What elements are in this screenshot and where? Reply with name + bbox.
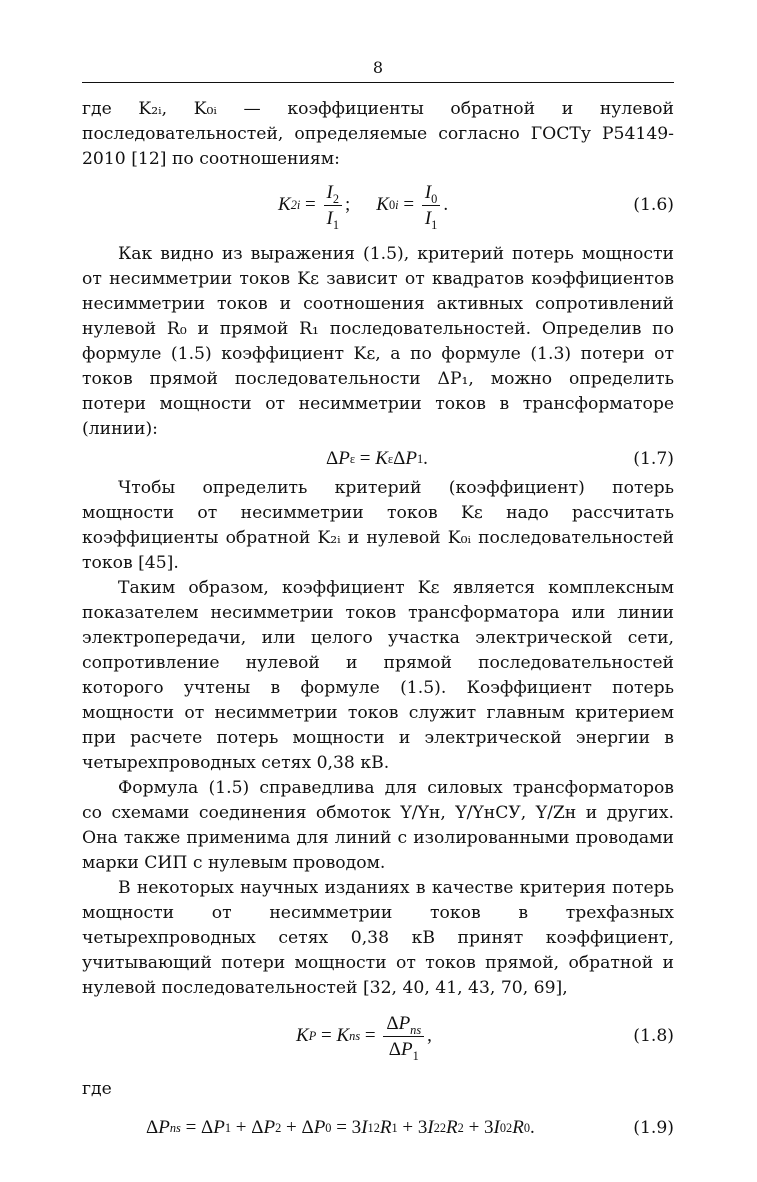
paragraph-4: Таким образом, коэффициент Kε является комплексным показателем несимметрии токов трансформатора или линии электропередачи, или целого участка электрической сети, сопротивление нулевой и прямой последовательностей которого учтены в формуле (1.5). Коэффициент потерь мощности от несимметрии токов служит главным критерием при расчете потерь мощности и электрической энергии в четырехпроводных сетях 0,38 кВ. [82, 578, 674, 773]
equation-1-8: K P = K ns = $\frac{\Delta P_{ns}}{\Delta P_1}$ , (1.8) [82, 1005, 674, 1067]
paragraph-7: где [82, 1079, 112, 1099]
paragraph-5: Формула (1.5) справедлива для силовых трансформаторов со схемами соединения обмоток Y/Yн, Y/YнСУ, Y/Zн и других. Она также применима для линий с изолированными проводами марки СИП с нулевым проводом. [82, 778, 674, 873]
equation-1-6: K 2i = $\frac{I_2}{I_1}$ ; K 0i = $\frac{I_0}{I_1}$ . (1.6) [82, 174, 674, 236]
header-rule [82, 82, 674, 83]
page-number: 8 [372, 58, 384, 77]
paragraph-1: где K₂ᵢ, K₀ᵢ — коэффициенты обратной и нулевой последовательностей, определяемые согласно ГОСТу Р54149-2010 [12] по соотношениям: [82, 99, 674, 169]
paragraph-6: В некоторых научных изданиях в качестве критерия потерь мощности от несимметрии токов в трехфазных четырехпроводных сетях 0,38 кВ принят коэффициент, учитывающий потери мощности от токов прямой, обратной и нулевой последовательностей [32, 40, 41, 43, 70, 69], [82, 878, 674, 998]
equation-1-9: Δ P ns = Δ P 1 + Δ P 2 + Δ P 0 = 3 I 1 2 R 1 + 3 I 2 2 R 2 + 3 I 0 2 R 0 . (1.9) [82, 1106, 674, 1150]
equation-number: (1.8) [633, 1026, 674, 1046]
book-page [82, 58, 674, 1150]
equation-number: (1.6) [633, 195, 674, 215]
equation-number: (1.9) [633, 1118, 674, 1138]
paragraph-3: Чтобы определить критерий (коэффициент) потерь мощности от несимметрии токов Kε надо рассчитать коэффициенты обратной K₂ᵢ и нулевой K₀ᵢ последовательностей токов [45]. [82, 478, 674, 573]
paragraph-2: Как видно из выражения (1.5), критерий потерь мощности от несимметрии токов Kε зависит от квадратов коэффициентов несимметрии токов и соотношения активных сопротивлений нулевой R₀ и прямой R₁ последовательностей. Определив по формуле (1.5) коэффициент Kε, а по формуле (1.3) потери от токов прямой последовательности ΔP₁, можно определить потери мощности от несимметрии токов в трансформаторе (линии): [82, 244, 674, 439]
equation-number: (1.7) [633, 449, 674, 469]
equation-1-7: Δ P ε = K ε Δ P 1 . (1.7) [82, 442, 674, 476]
